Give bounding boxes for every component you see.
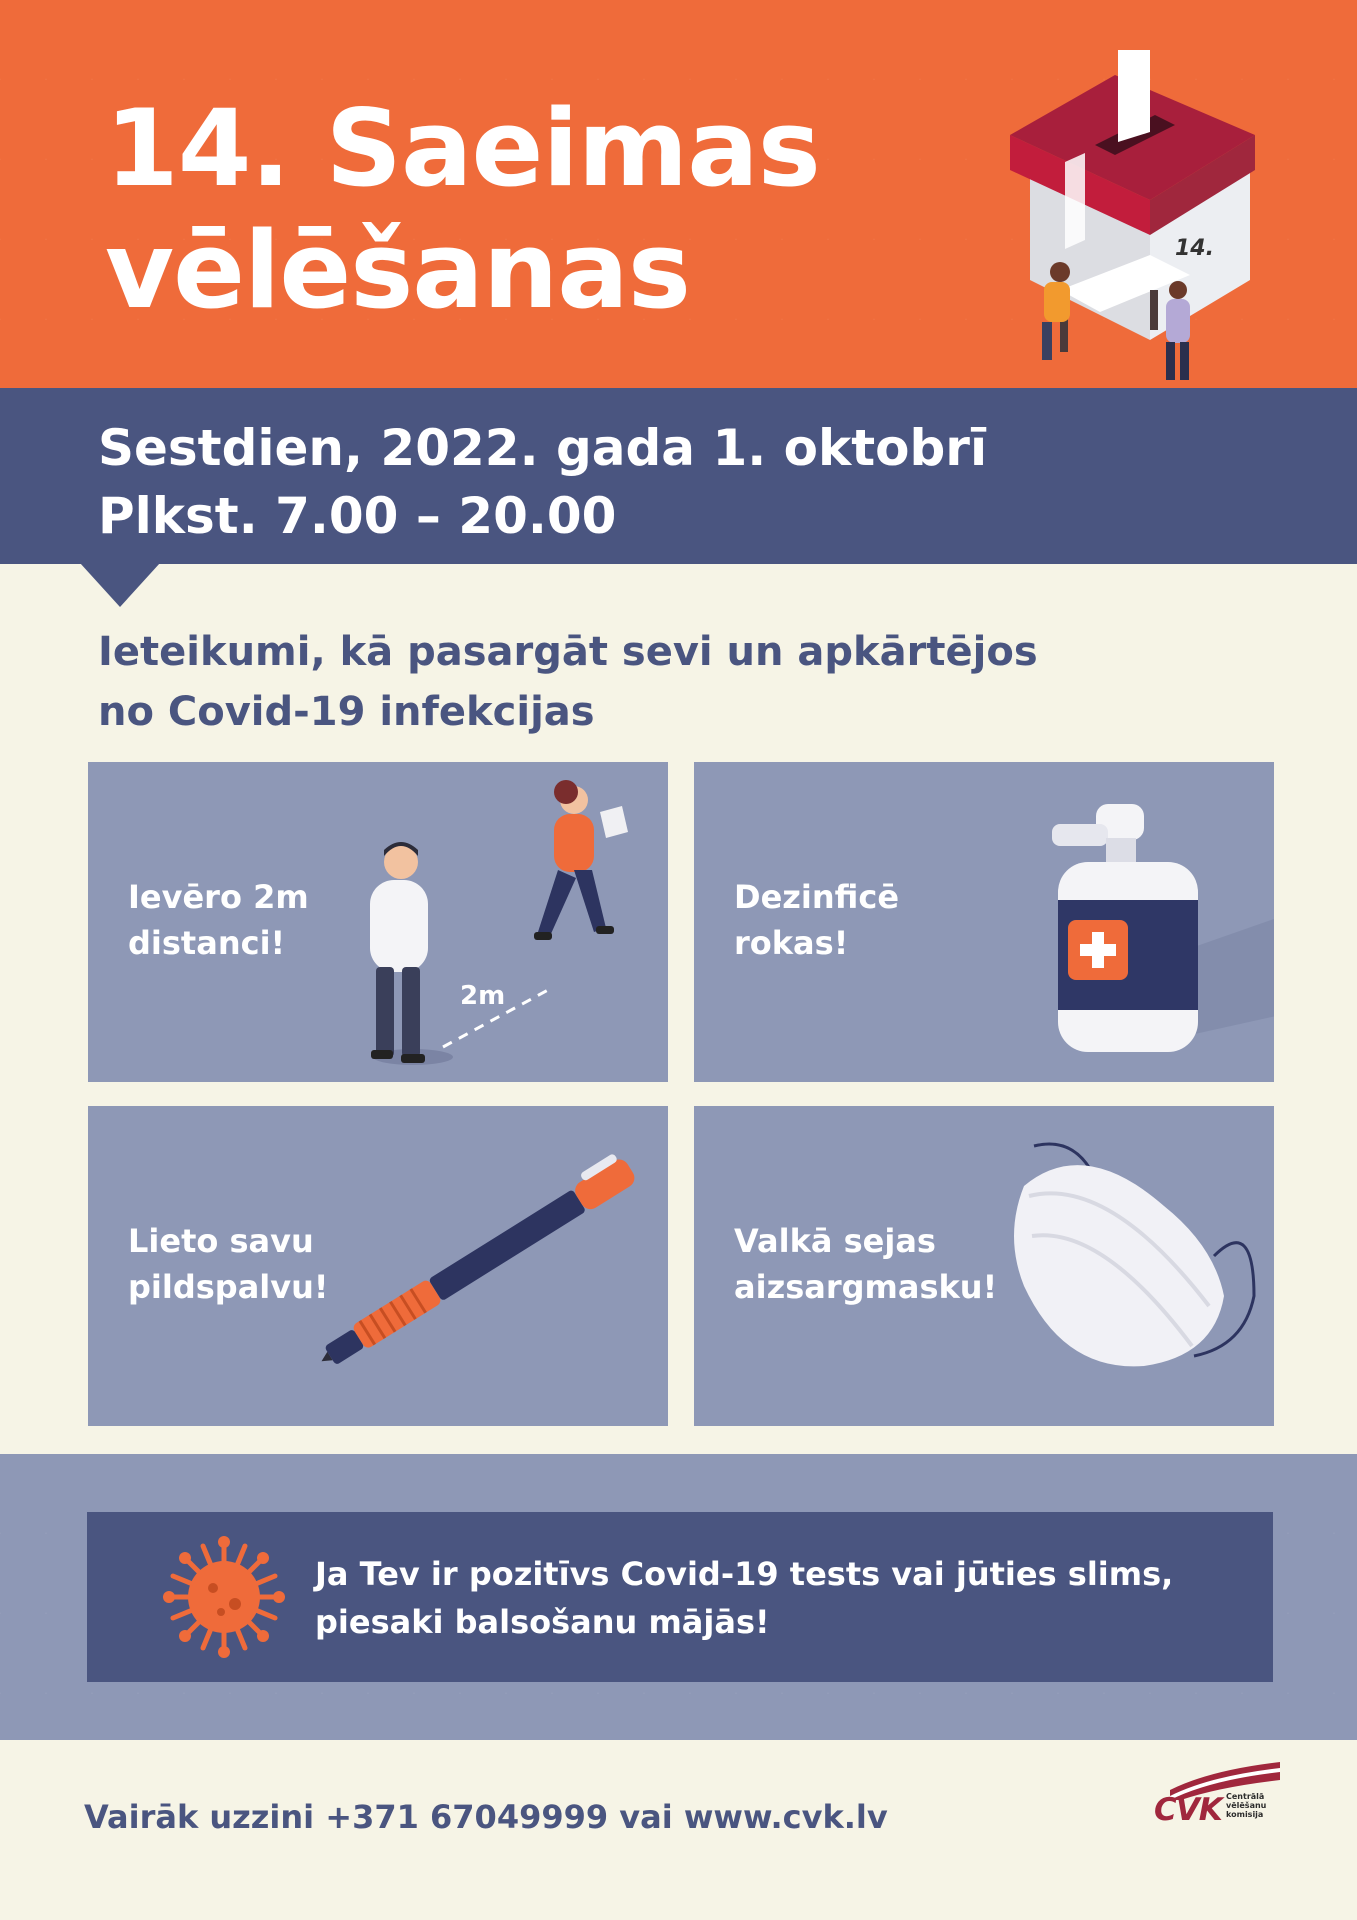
ballot-box-icon: [1000, 50, 1300, 390]
advice-heading: [98, 622, 1038, 742]
tip-text-pen: Lieto savu pildspalvu!: [128, 1222, 329, 1306]
tip-card-mask: [694, 1106, 1274, 1426]
face-mask-icon: [694, 1106, 1274, 1426]
tip-text-mask: Valkā sejas aizsargmasku!: [734, 1222, 998, 1306]
title-line-2: vēlēšanas: [105, 209, 690, 332]
notice-text: Ja Tev ir pozitīvs Covid-19 tests vai jūties slims, piesaki balsošanu mājās!: [315, 1555, 1174, 1641]
date-band-pointer: [80, 563, 160, 607]
title-line-1: 14. Saeimas: [105, 87, 820, 210]
tip-card-pen: [88, 1106, 668, 1426]
ballot-box-number: 14.: [1175, 236, 1214, 261]
advice-heading-line-1: Ieteikumi, kā pasargāt sevi un apkārtējos: [98, 629, 1038, 675]
advice-heading-line-2: no Covid-19 infekcijas: [98, 689, 595, 735]
distance-icon: [88, 762, 668, 1082]
pen-icon: [88, 1106, 668, 1426]
contact-info: Vairāk uzzini +371 67049999 vai www.cvk.lv: [84, 1798, 888, 1836]
notice-box: [87, 1512, 1273, 1682]
virus-icon: [161, 1534, 287, 1660]
election-date: Sestdien, 2022. gada 1. oktobrī: [98, 419, 988, 477]
election-time: Plkst. 7.00 – 20.00: [98, 487, 617, 545]
distance-label: 2m: [460, 981, 506, 1011]
tip-text-sanitizer: Dezinficē rokas!: [734, 878, 900, 962]
page-title: [105, 88, 820, 332]
tip-card-sanitizer: [694, 762, 1274, 1082]
sanitizer-bottle-icon: [694, 762, 1274, 1082]
logo-subtext: Centrālā vēlēšanu komisija: [1226, 1792, 1267, 1819]
date-band: [0, 388, 1357, 564]
logo-text: CVK: [1154, 1792, 1222, 1828]
header-banner: [0, 0, 1357, 388]
tip-text-distance: Ievēro 2m distanci!: [128, 878, 309, 962]
cvk-logo: [1150, 1760, 1280, 1840]
tip-card-distance: [88, 762, 668, 1082]
